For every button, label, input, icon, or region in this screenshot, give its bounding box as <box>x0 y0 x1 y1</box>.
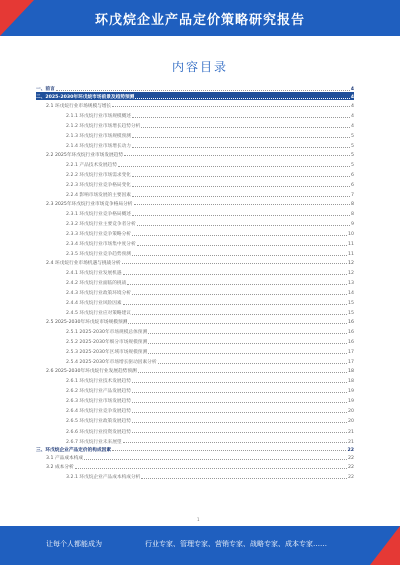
toc-entry[interactable] <box>36 414 354 424</box>
toc-entry[interactable] <box>36 109 354 119</box>
toc-leader-dots <box>132 235 347 236</box>
toc-entry-page: 15 <box>348 311 354 317</box>
toc-leader-dots <box>123 304 347 305</box>
toc-entry-label: 2.4.2 环戊烷行业面临的挑战 <box>66 281 127 287</box>
toc-entry-page: 9 <box>351 222 354 228</box>
toc-entry[interactable] <box>36 424 354 434</box>
report-title: 环戊烷企业产品定价策略研究报告 <box>94 13 305 28</box>
toc-leader-dots <box>132 137 350 138</box>
toc-leader-dots <box>148 333 347 334</box>
toc-entry-page: 21 <box>348 429 354 435</box>
toc-entry-label: 2.5 2025-2030年环戊烷市场规模预测 <box>46 320 128 326</box>
toc-leader-dots <box>132 147 350 148</box>
toc-leader-dots <box>118 166 350 167</box>
footer-slogan: 让每个人都能成为 <box>46 540 102 548</box>
toc-entry-label: 2.5.3 2025-2030年区域市场规模预测 <box>66 350 148 356</box>
toc-leader-dots <box>141 127 350 128</box>
table-of-contents <box>36 84 354 480</box>
toc-entry-page: 11 <box>348 252 354 258</box>
toc-leader-dots <box>135 98 349 99</box>
toc-entry-page: 5 <box>351 134 354 140</box>
toc-entry[interactable] <box>36 266 354 276</box>
toc-entry-label: 三、环戊烷企业产品定价的构成因素 <box>36 447 112 453</box>
toc-entry[interactable] <box>36 276 354 286</box>
page-number: 1 <box>197 517 200 522</box>
toc-entry-label: 2.5.1 2025-2030年市场规模总体预测 <box>66 330 148 336</box>
toc-entry[interactable] <box>36 237 354 247</box>
toc-leader-dots <box>123 274 347 275</box>
toc-leader-dots <box>132 294 347 295</box>
footer-accent <box>370 526 400 565</box>
toc-entry-label: 二、2025-2030年环戊烷市场前景及趋势预测 <box>36 95 135 101</box>
footer-experts: 行业专家、管理专家、营销专家、战略专家、成本专家…… <box>145 540 327 548</box>
toc-entry[interactable] <box>36 384 354 394</box>
toc-entry[interactable] <box>36 217 354 227</box>
toc-entry[interactable] <box>36 227 354 237</box>
toc-leader-dots <box>112 106 350 107</box>
toc-leader-dots <box>158 363 348 364</box>
toc-entry[interactable] <box>36 365 354 374</box>
toc-entry-page: 5 <box>351 163 354 169</box>
toc-entry-label: 3.2 成本分析 <box>46 465 74 471</box>
toc-entry-label: 2.1 环戊烷行业市场规模与增长 <box>46 103 112 109</box>
toc-entry-page: 5 <box>351 144 354 150</box>
toc-entry-label: 2.1.4 环戊烷行业市场增长动力 <box>66 144 131 150</box>
toc-leader-dots <box>148 343 347 344</box>
toc-entry[interactable] <box>36 461 354 470</box>
toc-leader-dots <box>137 245 347 246</box>
toc-entry-label: 2.4.3 环戊烷行业政策环境分析 <box>66 291 131 297</box>
toc-entry-label: 2.6.7 环戊烷行业未来展望 <box>66 439 122 445</box>
toc-entry-page: 6 <box>351 173 354 179</box>
toc-leader-dots <box>132 402 347 403</box>
toc-entry[interactable] <box>36 453 354 462</box>
toc-entry-label: 2.3.2 环戊烷行业主要竞争者分析 <box>66 222 136 228</box>
toc-entry-label: 2.2.4 影响市场发展的主要因素 <box>66 193 131 199</box>
toc-entry[interactable] <box>36 188 354 198</box>
toc-entry-label: 2.3.4 环戊烷行业市场集中度分析 <box>66 242 136 248</box>
toc-leader-dots <box>127 284 347 285</box>
toc-entry-label: 2.4.4 环戊烷行业风险因素 <box>66 301 122 307</box>
toc-leader-dots <box>148 353 347 354</box>
toc-entry-page: 20 <box>348 419 354 425</box>
toc-entry-label: 2.1.1 环戊烷行业市场规模概述 <box>66 114 131 120</box>
toc-entry[interactable] <box>36 335 354 345</box>
toc-entry-label: 3.1 产品成本构成 <box>46 456 84 462</box>
toc-leader-dots <box>124 155 350 156</box>
toc-leader-dots <box>123 442 347 443</box>
toc-entry[interactable] <box>36 404 354 414</box>
toc-entry-label: 2.2.1 产品技术发展趋势 <box>66 163 117 169</box>
toc-entry[interactable] <box>36 445 354 453</box>
toc-entry-label: 2.4.5 环戊烷行业应对策略建议 <box>66 311 131 317</box>
toc-entry-label: 2.3.5 环戊烷行业竞争趋势预测 <box>66 252 131 258</box>
toc-entry-page: 22 <box>348 456 354 462</box>
toc-entry-page: 18 <box>348 369 354 374</box>
toc-leader-dots <box>132 117 350 118</box>
toc-entry[interactable] <box>36 139 354 149</box>
toc-entry[interactable] <box>36 178 354 188</box>
toc-entry-page: 17 <box>348 350 354 356</box>
toc-entry-label: 2.3 2025年环戊烷行业市场竞争格局分析 <box>46 201 133 207</box>
toc-entry[interactable] <box>36 168 354 178</box>
toc-entry[interactable] <box>36 207 354 217</box>
toc-entry-page: 6 <box>351 183 354 189</box>
toc-entry-label: 2.4.1 环戊烷行业发展机遇 <box>66 271 122 277</box>
toc-entry[interactable] <box>36 247 354 257</box>
toc-entry[interactable] <box>36 394 354 404</box>
toc-leader-dots <box>132 392 347 393</box>
toc-leader-dots <box>141 478 347 479</box>
toc-entry[interactable] <box>36 355 354 365</box>
toc-entry-page: 21 <box>348 439 354 445</box>
top-banner <box>0 0 400 36</box>
footer-banner <box>0 526 400 565</box>
toc-entry-label: 2.1.3 环戊烷行业市场规模预测 <box>66 134 131 140</box>
toc-leader-dots <box>132 196 350 197</box>
toc-entry-label: 2.2.2 环戊烷行业市场需求变化 <box>66 173 131 179</box>
toc-leader-dots <box>132 215 350 216</box>
toc-entry[interactable] <box>36 316 354 325</box>
toc-entry-page: 15 <box>348 301 354 307</box>
toc-leader-dots <box>75 468 347 469</box>
toc-leader-dots <box>132 382 347 383</box>
toc-entry-label: 2.3.3 环戊烷行业竞争策略分析 <box>66 232 131 238</box>
toc-entry[interactable] <box>36 435 354 445</box>
toc-entry-page: 4 <box>351 114 354 120</box>
toc-leader-dots <box>112 450 346 451</box>
toc-heading: 内容目录 <box>171 60 228 74</box>
toc-entry-page: 12 <box>348 271 354 277</box>
toc-entry-label: 2.6 2025-2030年环戊烷行业发展趋势预测 <box>46 369 137 374</box>
toc-entry-label: 2.2.3 环戊烷行业竞争格局变化 <box>66 183 131 189</box>
toc-entry-page: 4 <box>351 124 354 130</box>
toc-entry-label: 2.6.1 环戊烷行业技术发展趋势 <box>66 379 131 385</box>
toc-entry-page: 14 <box>348 291 354 297</box>
toc-entry-page: 20 <box>348 409 354 415</box>
toc-entry-page: 10 <box>348 232 354 238</box>
toc-leader-dots <box>132 432 347 433</box>
toc-entry-page: 4 <box>351 103 354 109</box>
toc-leader-dots <box>132 422 347 423</box>
toc-entry-page: 16 <box>348 330 354 336</box>
toc-leader-dots <box>132 314 347 315</box>
toc-entry-label: 2.6.6 环戊烷行业投资发展趋势 <box>66 429 131 435</box>
toc-leader-dots <box>137 225 350 226</box>
toc-entry[interactable] <box>36 470 354 480</box>
toc-entry[interactable] <box>36 296 354 306</box>
toc-entry-page: 16 <box>348 320 354 326</box>
toc-entry-page: 5 <box>351 152 354 158</box>
toc-leader-dots <box>128 323 347 324</box>
toc-entry-page: 4 <box>350 95 354 101</box>
toc-entry-label: 2.1.2 环戊烷行业市场增长趋势分析 <box>66 124 141 130</box>
toc-entry-page: 16 <box>348 340 354 346</box>
toc-entry[interactable] <box>36 257 354 266</box>
toc-entry[interactable] <box>36 84 354 92</box>
toc-entry-page: 22 <box>348 475 354 481</box>
toc-leader-dots <box>122 263 347 264</box>
toc-entry-page: 13 <box>348 281 354 287</box>
toc-entry-page: 22 <box>347 447 354 453</box>
toc-entry[interactable] <box>36 158 354 168</box>
toc-entry-label: 2.6.4 环戊烷行业竞争发展趋势 <box>66 409 131 415</box>
toc-entry[interactable] <box>36 198 354 207</box>
toc-entry[interactable] <box>36 100 354 109</box>
toc-leader-dots <box>134 204 351 205</box>
toc-entry-page: 19 <box>348 399 354 405</box>
toc-leader-dots <box>132 412 347 413</box>
toc-entry-label: 2.6.5 环戊烷行业政策发展趋势 <box>66 419 131 425</box>
toc-entry-label: 2.5.2 2025-2030年细分市场规模预测 <box>66 340 148 346</box>
toc-entry-page: 19 <box>348 389 354 395</box>
toc-leader-dots <box>132 186 350 187</box>
toc-entry-page: 8 <box>351 212 354 217</box>
toc-entry[interactable] <box>36 286 354 296</box>
toc-entry-label: 2.6.2 环戊烷行业产品发展趋势 <box>66 389 131 395</box>
toc-entry-page: 22 <box>348 465 354 471</box>
toc-entry-page: 12 <box>348 260 354 266</box>
toc-leader-dots <box>138 372 347 373</box>
toc-entry[interactable] <box>36 325 354 335</box>
toc-leader-dots <box>132 176 350 177</box>
toc-entry-label: 一、前言 <box>36 87 55 93</box>
toc-entry-page: 17 <box>348 360 354 366</box>
toc-entry[interactable] <box>36 374 354 384</box>
toc-leader-dots <box>84 459 347 460</box>
toc-entry-page: 4 <box>350 87 354 93</box>
toc-entry-label: 2.6.3 环戊烷行业市场发展趋势 <box>66 399 131 405</box>
toc-entry-page: 7 <box>351 193 354 199</box>
toc-entry-label: 2.2 2025年环戊烷行业市场发展趋势 <box>46 152 124 158</box>
toc-entry[interactable] <box>36 149 354 158</box>
toc-entry-page: 8 <box>351 201 354 207</box>
toc-entry[interactable] <box>36 92 354 100</box>
toc-entry[interactable] <box>36 129 354 139</box>
toc-entry-label: 2.5.4 2025-2030年市场增长驱动因素分析 <box>66 360 157 366</box>
toc-entry-label: 2.3.1 环戊烷行业竞争格局概述 <box>66 212 131 217</box>
toc-entry[interactable] <box>36 306 354 316</box>
toc-entry[interactable] <box>36 119 354 129</box>
toc-leader-dots <box>56 90 350 91</box>
toc-entry-label: 2.4 环戊烷行业市场机遇与挑战分析 <box>46 260 121 266</box>
toc-entry-page: 18 <box>348 379 354 385</box>
toc-entry-label: 3.2.1 环戊烷企业产品成本构成分析 <box>66 475 141 481</box>
toc-entry[interactable] <box>36 345 354 355</box>
toc-leader-dots <box>132 255 347 256</box>
toc-entry-page: 11 <box>348 242 354 248</box>
